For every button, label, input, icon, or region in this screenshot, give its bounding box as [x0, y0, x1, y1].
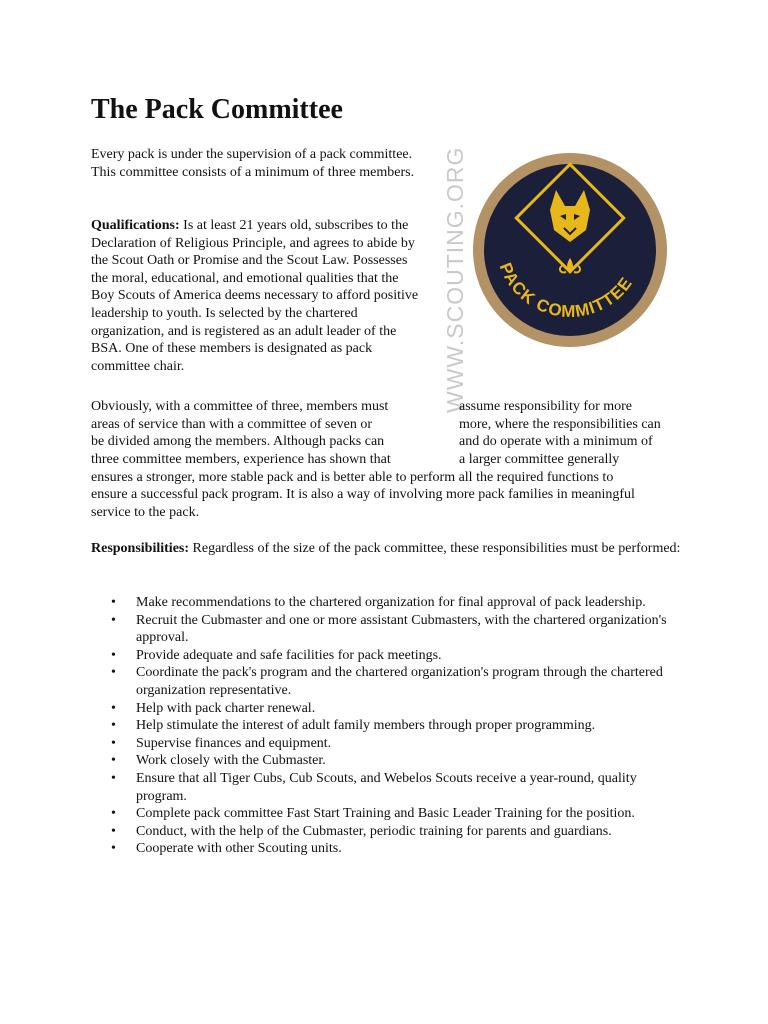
bullet-icon: •: [111, 823, 116, 839]
bullet-icon: •: [111, 700, 116, 716]
list-item-text: Help stimulate the interest of adult family members through proper programming.: [136, 718, 596, 734]
obviously-line: service to the pack.: [91, 505, 200, 520]
obviously-line: ensure a successful pack program. It is also a way of involving more pack families in meaningful: [91, 487, 635, 502]
bullet-icon: •: [111, 612, 116, 628]
bullet-icon: •: [111, 753, 116, 769]
bullet-icon: •: [111, 595, 116, 610]
bullet-icon: •: [111, 806, 116, 822]
list-item-text: Provide adequate and safe facilities for pack meetings.: [136, 647, 442, 663]
list-item-text: Make recommendations to the chartered organization for final approval of pack leadership.: [136, 595, 646, 610]
list-item-text: Coordinate the pack's program and the chartered organization's program through the chartered organization representative.: [136, 665, 663, 698]
list-item: [91, 805, 681, 823]
obviously-line: Obviously, with a committee of three, members must: [91, 399, 389, 414]
list-item-text: Work closely with the Cubmaster.: [136, 753, 326, 769]
obviously-line: areas of service than with a committee of seven or: [91, 417, 373, 432]
qualifications-paragraph: [91, 217, 421, 375]
patch-label: PACK COMMITTEE: [495, 260, 637, 322]
list-item-text: Supervise finances and equipment.: [136, 735, 332, 751]
responsibilities-text: Regardless of the size of the pack committee, these responsibilities must be performed:: [189, 541, 681, 556]
bullet-icon: •: [111, 665, 116, 681]
list-item: [91, 700, 681, 718]
obviously-line: more, where the responsibilities can: [459, 417, 661, 432]
qualifications-label: Qualifications:: [91, 218, 180, 233]
list-item-text: Complete pack committee Fast Start Training and Basic Leader Training for the position.: [136, 806, 635, 822]
list-item: [91, 770, 681, 805]
obviously-line: three committee members, experience has shown that: [91, 452, 391, 467]
list-item-text: Cooperate with other Scouting units.: [136, 841, 342, 857]
list-item-text: Help with pack charter renewal.: [136, 700, 316, 716]
bullet-icon: •: [111, 735, 116, 751]
responsibilities-paragraph: [91, 540, 691, 558]
list-item: [91, 840, 681, 858]
responsibilities-list: [91, 594, 681, 858]
obviously-line: ensures a stronger, more stable pack and is better able to perform all the required functions to: [91, 470, 614, 485]
list-item-text: Recruit the Cubmaster and one or more assistant Cubmasters, with the chartered organization's approval.: [136, 612, 667, 646]
bullet-icon: •: [111, 718, 116, 734]
list-item: [91, 752, 681, 770]
list-item: [91, 612, 681, 647]
list-item: [91, 594, 681, 612]
obviously-line: and do operate with a minimum of: [459, 434, 653, 449]
responsibilities-label: Responsibilities:: [91, 541, 190, 556]
obviously-line: assume responsibility for more: [459, 399, 633, 414]
page-title: The Pack Committee: [91, 94, 343, 125]
list-item-text: Conduct, with the help of the Cubmaster, periodic training for parents and guardians.: [136, 823, 612, 839]
intro-paragraph: Every pack is under the supervision of a pack committee. This committee consists of a minimum of three members.: [91, 147, 415, 180]
pack-committee-patch: [470, 150, 670, 350]
list-item: [91, 717, 681, 735]
list-item: [91, 664, 681, 699]
qualifications-text: Is at least 21 years old, subscribes to the Declaration of Religious Principle, and agrees to abide by the Scout Oath or Promise and the Scout Law. Possesses the moral, educational, and emotional qualities that the Boy Scouts of America deems necessary to afford positive leadership to youth. Is selected by the chartered organization, and is registered as an adult leader of the BSA. One of these members is designated as pack committee chair.: [91, 218, 419, 374]
bullet-icon: •: [111, 841, 116, 857]
obviously-line: a larger committee generally: [459, 452, 620, 467]
bullet-icon: •: [111, 770, 116, 786]
list-item: [91, 647, 681, 665]
list-item-text: Ensure that all Tiger Cubs, Cub Scouts, and Webelos Scouts receive a year-round, quality program.: [136, 770, 637, 804]
bullet-icon: •: [111, 647, 116, 663]
watermark: WWW.SCOUTING.ORG: [442, 146, 468, 413]
obviously-line: be divided among the members. Although packs can: [91, 434, 385, 449]
list-item: [91, 735, 681, 753]
list-item: [91, 823, 681, 841]
